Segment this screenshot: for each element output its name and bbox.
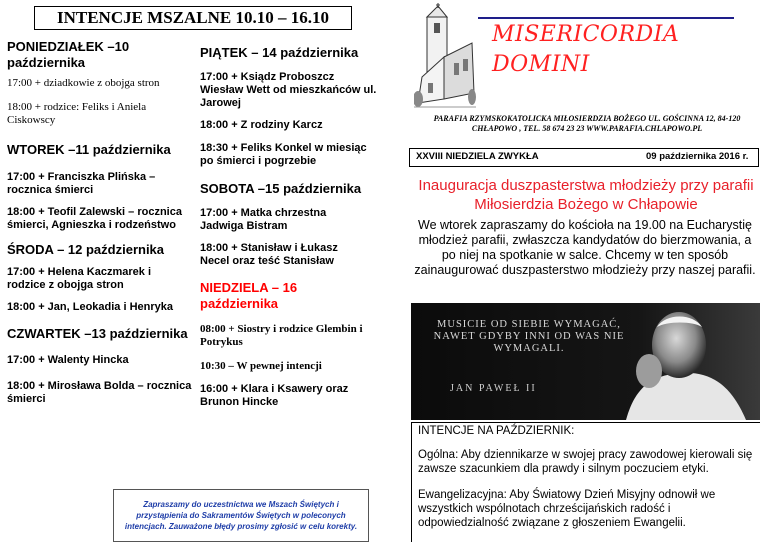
footer-note: Zapraszamy do uczestnictwa we Mszach Świętych i przystąpienia do Sakramentów Świętych w poleconych intencjach. Zauważone błędy prosimy zgłosić w celu korekty. <box>113 489 369 542</box>
friday-heading: PIĄTEK – 14 października <box>200 45 359 60</box>
sunday-heading: NIEDZIELA – 16 października <box>200 280 298 311</box>
header-rule <box>478 17 734 19</box>
saturday-entry-2: 18:00 + Stanisław i Łukasz Necel oraz teść Stanisław <box>200 242 338 267</box>
tuesday-entry-2: 18:00 + Teofil Zalewski – rocznica śmierci, Agnieszka i rodzeństwo <box>7 206 182 231</box>
friday-entry-2: 18:00 + Z rodziny Karcz <box>200 119 323 131</box>
thursday-entry-1: 17:00 + Walenty Hincka <box>7 354 129 366</box>
page-title: INTENCJE MSZALNE 10.10 – 16.10 <box>34 6 352 30</box>
parish-address: PARAFIA RZYMSKOKATOLICKA MIŁOSIERDZIA BOŻEGO UL. GOŚCINNA 12, 84-120 CHŁAPOWO , TEL. 58 674 23 23 WWW.PARAFIA.CHLAPOWO.PL <box>433 114 741 133</box>
saturday-entry-1: 17:00 + Matka chrzestna Jadwiga Bistram <box>200 207 327 232</box>
wednesday-entry-1: 17:00 + Helena Kaczmarek i rodzice z obojga stron <box>7 266 152 291</box>
monday-entry-2: 18:00 + rodzice: Feliks i Aniela Ciskowscy <box>7 101 147 126</box>
sunday-name: XXVIII NIEDZIELA ZWYKŁA <box>416 151 539 162</box>
monday-heading: PONIEDZIAŁEK –10 października <box>7 39 130 70</box>
intention-evangelization: Ewangelizacyjna: Aby Światowy Dzień Misyjny odnowił we wszystkich wspólnotach chrześcijańskich radość i odpowiedzialność związane z głoszeniem Ewangelii. <box>418 489 716 529</box>
friday-entry-3: 18:30 + Feliks Konkel w miesiąc po śmierci i pogrzebie <box>200 142 367 167</box>
intentions-title: INTENCJE NA PAŹDZIERNIK: <box>418 425 575 437</box>
bulletin-date: 09 października 2016 r. <box>646 151 749 162</box>
monday-entry-1-text: 17:00 + dziadkowie z obojga stron <box>7 77 160 89</box>
saturday-heading: SOBOTA –15 października <box>200 181 362 196</box>
tuesday-entry-1: 17:00 + Franciszka Plińska – rocznica śmierci <box>7 171 156 196</box>
intention-general: Ogólna: Aby dziennikarze w swojej pracy zawodowej kierowali się zawsze szacunkiem dla prawdy i silnym poczuciem etyki. <box>418 449 753 475</box>
parish-name: MISERICORDIA DOMINI <box>492 22 680 77</box>
wednesday-entry-2: 18:00 + Jan, Leokadia i Henryka <box>7 301 174 313</box>
article-body: We wtorek zapraszamy do kościoła na 19.00 na Eucharystię młodzież parafii, zwłaszcza kandydatów do bierzmowania, a po niej na spotkanie w salce. Chcemy w ten sposób zainaugurować duszpasterstwo młodzieży przy naszej parafii. <box>414 218 756 277</box>
thursday-entry-2: 18:00 + Mirosława Bolda – rocznica śmierci <box>7 380 192 405</box>
friday-entry-1: 17:00 + Ksiądz Proboszcz Wiesław Wett od mieszkańców ul. Jarowej <box>200 71 377 109</box>
sunday-entry-3: 16:00 + Klara i Ksawery oraz Brunon Hincke <box>200 383 349 408</box>
sunday-entry-1: 08:00 + Siostry i rodzice Glembin i Potrykus <box>200 323 363 348</box>
article-headline: Inauguracja duszpasterstwa młodzieży przy parafii Miłosierdzia Bożego w Chłapowie <box>418 177 754 213</box>
tuesday-heading: WTOREK –11 października <box>7 142 171 157</box>
church-logo <box>414 3 476 111</box>
quote-text: MUSICIE OD SIEBIE WYMAGAĆ, NAWET GDYBY INNI OD WAS NIE WYMAGALI. <box>433 319 625 354</box>
church-logo-icon <box>414 3 476 111</box>
wednesday-heading: ŚRODA – 12 października <box>7 242 165 257</box>
sunday-entry-2: 10:30 – W pewnej intencji <box>200 360 322 372</box>
quote-author: JAN PAWEŁ II <box>450 383 537 394</box>
monday-entry-1 <box>7 77 197 90</box>
thursday-heading: CZWARTEK –13 października <box>7 326 188 341</box>
